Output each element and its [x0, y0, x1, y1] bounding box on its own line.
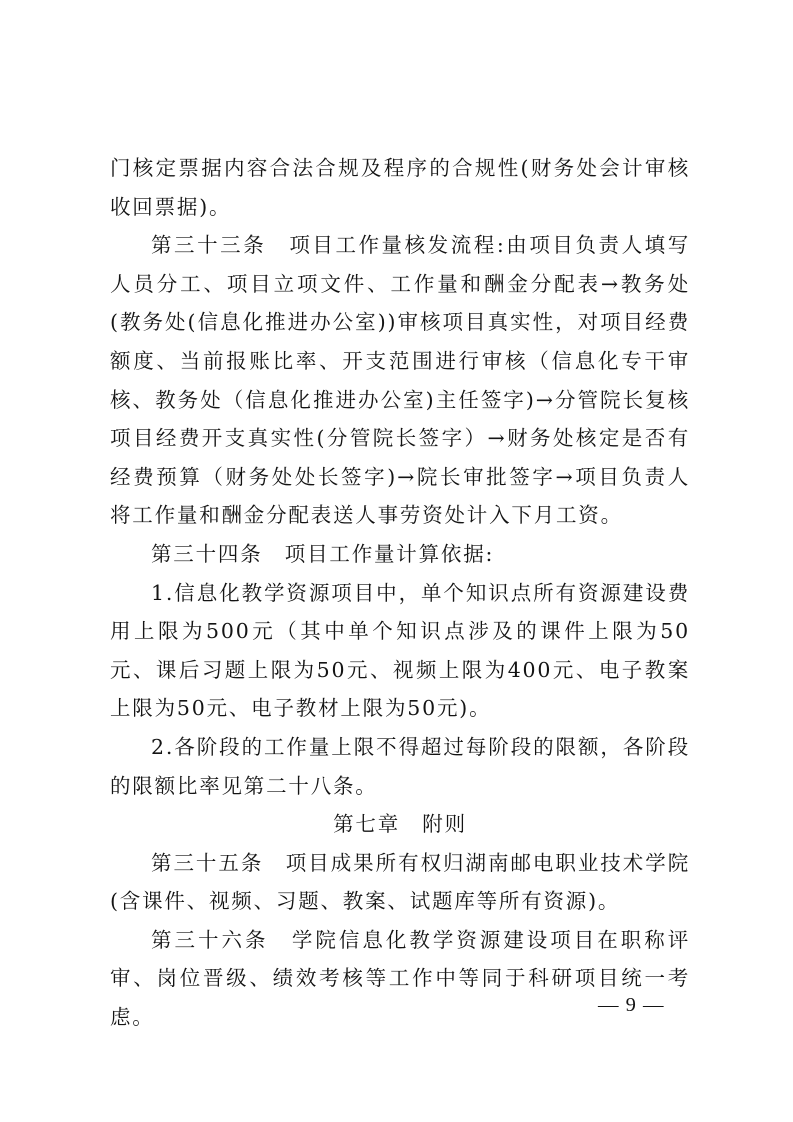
- article-35-paragraph: 第三十五条 项目成果所有权归湖南邮电职业技术学院(含课件、视频、习题、教案、试题库等所有资源)。: [110, 850, 690, 914]
- article-34-item-2: 2.各阶段的工作量上限不得超过每阶段的限额，各阶段的限额比率见第二十八条。: [110, 734, 690, 798]
- page-number: — 9 —: [598, 994, 665, 1016]
- article-34-item-1: 1.信息化教学资源项目中，单个知识点所有资源建设费用上限为500元（其中单个知识点涉及的课件上限为50元、课后习题上限为50元、视频上限为400元、电子教案上限为50元、电子教材上限为50元)。: [110, 580, 690, 721]
- document-body: [110, 149, 690, 1037]
- article-34-paragraph: 第三十四条 项目工作量计算依据:: [151, 541, 495, 566]
- article-36-paragraph: 第三十六条 学院信息化教学资源建设项目在职称评审、岗位晋级、绩效考核等工作中等同于科研项目统一考虑。: [110, 927, 690, 1030]
- article-33-paragraph: 第三十三条 项目工作量核发流程:由项目负责人填写人员分工、项目立项文件、工作量和酬金分配表→教务处(教务处(信息化推进办公室))审核项目真实性，对项目经费额度、当前报账比率、开支范围进行审核（信息化专干审核、教务处（信息化推进办公室)主任签字)→分管院长复核项目经费开支真实性(分管院长签字）→财务处核定是否有经费预算（财务处处长签字)→院长审批签字→项目负责人将工作量和酬金分配表送人事劳资处计入下月工资。: [110, 233, 690, 528]
- chapter-heading: 第七章 附则: [333, 812, 467, 837]
- paragraph-continuation: 门核定票据内容合法合规及程序的合规性(财务处会计审核收回票据)。: [110, 156, 690, 219]
